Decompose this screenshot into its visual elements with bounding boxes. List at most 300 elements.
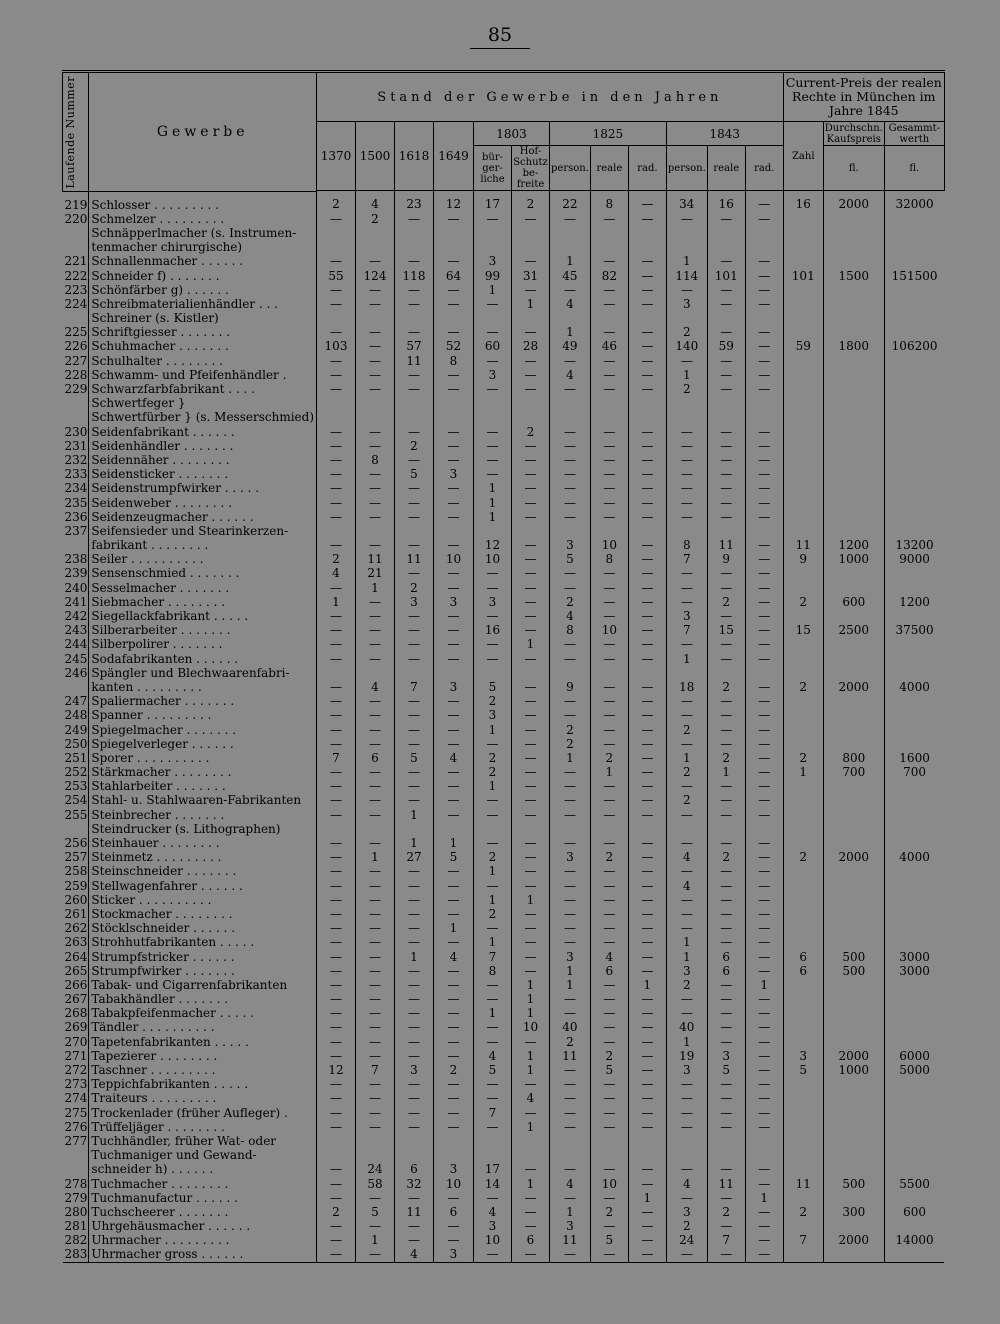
table-row bbox=[63, 212, 945, 226]
data-cell: — bbox=[395, 1049, 434, 1063]
data-cell: 5 bbox=[395, 467, 434, 481]
data-cell bbox=[823, 382, 884, 396]
data-cell: — bbox=[628, 510, 666, 524]
data-cell: — bbox=[666, 808, 707, 822]
data-cell bbox=[745, 240, 783, 254]
data-cell: 1 bbox=[356, 850, 395, 864]
data-cell: 59 bbox=[707, 339, 745, 353]
data-cell: — bbox=[356, 1006, 395, 1020]
data-cell: — bbox=[590, 495, 628, 509]
data-cell: — bbox=[512, 964, 550, 978]
data-cell bbox=[884, 1035, 944, 1049]
data-cell: 2 bbox=[707, 595, 745, 609]
table-row bbox=[63, 538, 945, 552]
data-cell bbox=[317, 822, 356, 836]
data-cell bbox=[884, 907, 944, 921]
data-cell bbox=[317, 410, 356, 424]
data-cell: 6 bbox=[590, 964, 628, 978]
data-cell: 3 bbox=[474, 254, 512, 268]
data-cell: 3 bbox=[434, 467, 474, 481]
data-cell: — bbox=[590, 566, 628, 580]
data-cell: 7 bbox=[474, 1106, 512, 1120]
table-row bbox=[63, 268, 945, 282]
trade-name: Tabakpfeifenmacher . . . . . bbox=[89, 1006, 317, 1020]
data-cell: — bbox=[434, 1120, 474, 1134]
data-cell: — bbox=[628, 1176, 666, 1190]
row-number: 223 bbox=[64, 282, 88, 297]
data-cell: — bbox=[395, 453, 434, 467]
data-cell: — bbox=[628, 864, 666, 878]
data-cell: 4 bbox=[434, 751, 474, 765]
data-cell: — bbox=[707, 581, 745, 595]
data-cell: 1 bbox=[550, 964, 591, 978]
row-number: 226 bbox=[64, 339, 88, 354]
data-cell: — bbox=[512, 368, 550, 382]
data-cell: — bbox=[666, 779, 707, 793]
data-cell: — bbox=[745, 737, 783, 751]
data-cell: 11 bbox=[395, 552, 434, 566]
data-cell: — bbox=[745, 495, 783, 509]
data-cell: — bbox=[512, 439, 550, 453]
data-cell bbox=[628, 666, 666, 680]
data-cell: 1600 bbox=[884, 751, 944, 765]
data-cell: — bbox=[395, 1191, 434, 1205]
data-cell bbox=[823, 1247, 884, 1262]
data-cell: — bbox=[474, 566, 512, 580]
data-cell bbox=[474, 666, 512, 680]
data-cell: 2 bbox=[666, 978, 707, 992]
data-cell bbox=[317, 226, 356, 240]
data-cell bbox=[434, 240, 474, 254]
data-cell bbox=[434, 396, 474, 410]
data-cell bbox=[356, 311, 395, 325]
data-cell: 1 bbox=[474, 1006, 512, 1020]
data-cell: — bbox=[707, 637, 745, 651]
data-cell: — bbox=[666, 212, 707, 226]
data-cell: 17 bbox=[474, 1162, 512, 1176]
trade-name: Spaliermacher . . . . . . . bbox=[89, 694, 317, 708]
data-cell: — bbox=[395, 921, 434, 935]
data-cell: 52 bbox=[434, 339, 474, 353]
data-cell: — bbox=[628, 1049, 666, 1063]
data-cell: 2 bbox=[395, 439, 434, 453]
data-cell: 13200 bbox=[884, 538, 944, 552]
data-cell: — bbox=[317, 921, 356, 935]
data-cell: — bbox=[707, 935, 745, 949]
table-row bbox=[63, 1077, 945, 1091]
data-cell: 6 bbox=[356, 751, 395, 765]
table-row bbox=[63, 240, 945, 254]
trade-name: schneider h) . . . . . . bbox=[89, 1162, 317, 1176]
data-cell: — bbox=[666, 510, 707, 524]
data-cell bbox=[884, 893, 944, 907]
data-cell: — bbox=[356, 254, 395, 268]
data-cell: — bbox=[745, 1006, 783, 1020]
data-cell bbox=[823, 410, 884, 424]
data-cell bbox=[823, 609, 884, 623]
data-cell: 5 bbox=[590, 1233, 628, 1247]
data-cell: 2 bbox=[512, 425, 550, 439]
data-cell: — bbox=[512, 907, 550, 921]
data-cell: — bbox=[474, 1247, 512, 1262]
data-cell: — bbox=[628, 354, 666, 368]
data-cell: 2000 bbox=[823, 191, 884, 212]
data-cell: 1 bbox=[666, 1035, 707, 1049]
data-cell: 2000 bbox=[823, 1233, 884, 1247]
data-cell bbox=[823, 666, 884, 680]
data-cell bbox=[666, 666, 707, 680]
header-year-1825: 1825 bbox=[550, 122, 667, 146]
data-cell: 3000 bbox=[884, 964, 944, 978]
data-cell: — bbox=[745, 1205, 783, 1219]
data-cell bbox=[356, 396, 395, 410]
data-cell: — bbox=[550, 836, 591, 850]
data-cell bbox=[823, 354, 884, 368]
row-number: 233 bbox=[64, 467, 88, 482]
data-cell: 10 bbox=[474, 1233, 512, 1247]
data-cell bbox=[823, 836, 884, 850]
data-cell bbox=[884, 1020, 944, 1034]
data-cell: — bbox=[512, 552, 550, 566]
data-cell: — bbox=[434, 964, 474, 978]
header-year-1649: 1649 bbox=[434, 122, 474, 191]
data-cell: 1 bbox=[745, 1191, 783, 1205]
row-number: 250 bbox=[64, 736, 88, 751]
row-number: 231 bbox=[64, 438, 88, 453]
data-cell: 16 bbox=[474, 623, 512, 637]
data-cell: — bbox=[745, 722, 783, 736]
data-cell: 1 bbox=[512, 1176, 550, 1190]
data-cell: — bbox=[707, 1077, 745, 1091]
data-cell: — bbox=[474, 581, 512, 595]
data-cell: — bbox=[590, 1006, 628, 1020]
table-row bbox=[63, 935, 945, 949]
data-cell bbox=[356, 1148, 395, 1162]
data-cell bbox=[745, 396, 783, 410]
data-cell: — bbox=[434, 453, 474, 467]
data-cell bbox=[745, 311, 783, 325]
data-cell: — bbox=[590, 1120, 628, 1134]
trade-name: Sporer . . . . . . . . . . bbox=[89, 751, 317, 765]
data-cell: 1 bbox=[666, 949, 707, 963]
data-cell bbox=[434, 822, 474, 836]
header-1825-reale: reale bbox=[590, 146, 628, 191]
data-cell bbox=[884, 481, 944, 495]
data-cell: 10 bbox=[434, 1176, 474, 1190]
data-cell bbox=[783, 410, 823, 424]
trade-statistics-table bbox=[62, 70, 945, 1263]
table-row bbox=[63, 1049, 945, 1063]
data-cell: — bbox=[628, 722, 666, 736]
data-cell: — bbox=[590, 325, 628, 339]
data-cell: 2000 bbox=[823, 680, 884, 694]
data-cell bbox=[783, 453, 823, 467]
data-cell: — bbox=[512, 935, 550, 949]
data-cell: — bbox=[356, 964, 395, 978]
data-cell: — bbox=[666, 1247, 707, 1262]
table-row bbox=[63, 907, 945, 921]
data-cell bbox=[707, 396, 745, 410]
data-cell: — bbox=[745, 510, 783, 524]
data-cell: 15 bbox=[783, 623, 823, 637]
data-cell: — bbox=[628, 212, 666, 226]
data-cell: — bbox=[590, 481, 628, 495]
data-cell: — bbox=[590, 1219, 628, 1233]
data-cell bbox=[550, 410, 591, 424]
data-cell: — bbox=[745, 481, 783, 495]
data-cell: — bbox=[356, 495, 395, 509]
data-cell: — bbox=[434, 1091, 474, 1105]
data-cell bbox=[884, 666, 944, 680]
data-cell bbox=[823, 566, 884, 580]
data-cell: — bbox=[512, 609, 550, 623]
data-cell bbox=[783, 297, 823, 311]
data-cell bbox=[550, 1134, 591, 1148]
data-cell bbox=[884, 935, 944, 949]
data-cell: — bbox=[666, 1120, 707, 1134]
row-number: 256 bbox=[64, 836, 88, 851]
data-cell: — bbox=[434, 779, 474, 793]
data-cell: — bbox=[474, 425, 512, 439]
data-cell: — bbox=[666, 581, 707, 595]
data-cell bbox=[884, 396, 944, 410]
data-cell: — bbox=[512, 1106, 550, 1120]
data-cell bbox=[783, 652, 823, 666]
data-cell: — bbox=[474, 1077, 512, 1091]
trade-name: Silberarbeiter . . . . . . . bbox=[89, 623, 317, 637]
data-cell: — bbox=[745, 254, 783, 268]
data-cell: — bbox=[317, 439, 356, 453]
data-cell: — bbox=[590, 808, 628, 822]
data-cell: — bbox=[707, 1162, 745, 1176]
data-cell: 1 bbox=[395, 808, 434, 822]
data-cell: — bbox=[317, 467, 356, 481]
data-cell: 3 bbox=[666, 1205, 707, 1219]
data-cell: 2 bbox=[783, 680, 823, 694]
data-cell bbox=[823, 325, 884, 339]
trade-name: Stahl- u. Stahlwaaren-Fabrikanten bbox=[89, 793, 317, 807]
trade-name: Schnallenmacher . . . . . . bbox=[89, 254, 317, 268]
data-cell: 9 bbox=[783, 552, 823, 566]
data-cell bbox=[474, 240, 512, 254]
data-cell bbox=[707, 1134, 745, 1148]
data-cell: 101 bbox=[707, 268, 745, 282]
trade-name: Sesselmacher . . . . . . . bbox=[89, 581, 317, 595]
data-cell: — bbox=[707, 808, 745, 822]
data-cell: — bbox=[745, 779, 783, 793]
data-cell: 8 bbox=[590, 552, 628, 566]
table-row bbox=[63, 311, 945, 325]
data-cell: — bbox=[356, 439, 395, 453]
data-cell: — bbox=[628, 254, 666, 268]
data-cell: 2 bbox=[317, 1205, 356, 1219]
data-cell: 1 bbox=[550, 978, 591, 992]
data-cell bbox=[590, 240, 628, 254]
table-row bbox=[63, 524, 945, 538]
data-cell: — bbox=[745, 382, 783, 396]
data-cell: — bbox=[434, 637, 474, 651]
data-cell bbox=[783, 907, 823, 921]
data-cell bbox=[474, 822, 512, 836]
data-cell: — bbox=[317, 538, 356, 552]
table-row bbox=[63, 992, 945, 1006]
data-cell: — bbox=[745, 191, 783, 212]
data-cell: — bbox=[356, 836, 395, 850]
data-cell: — bbox=[628, 708, 666, 722]
data-cell: — bbox=[590, 1020, 628, 1034]
data-cell: 700 bbox=[823, 765, 884, 779]
data-cell: 4 bbox=[590, 949, 628, 963]
data-cell: — bbox=[434, 382, 474, 396]
data-cell: 500 bbox=[823, 949, 884, 963]
row-number: 219 bbox=[64, 197, 88, 212]
data-cell: — bbox=[628, 566, 666, 580]
data-cell bbox=[783, 382, 823, 396]
data-cell: — bbox=[590, 978, 628, 992]
trade-name: Teppichfabrikanten . . . . . bbox=[89, 1077, 317, 1091]
data-cell: 5 bbox=[395, 751, 434, 765]
data-cell: 3000 bbox=[884, 949, 944, 963]
data-cell bbox=[395, 666, 434, 680]
data-cell bbox=[783, 978, 823, 992]
data-cell bbox=[434, 311, 474, 325]
data-cell: — bbox=[434, 212, 474, 226]
data-cell: 22 bbox=[550, 191, 591, 212]
data-cell bbox=[823, 722, 884, 736]
table-row bbox=[63, 283, 945, 297]
data-cell: — bbox=[317, 1106, 356, 1120]
data-cell: — bbox=[434, 1106, 474, 1120]
data-cell bbox=[356, 524, 395, 538]
data-cell: — bbox=[395, 1035, 434, 1049]
data-cell: — bbox=[474, 382, 512, 396]
data-cell: 1 bbox=[434, 921, 474, 935]
data-cell: — bbox=[628, 850, 666, 864]
data-cell: 2 bbox=[474, 751, 512, 765]
row-number: 236 bbox=[64, 509, 88, 524]
data-cell: — bbox=[666, 453, 707, 467]
data-cell: — bbox=[666, 439, 707, 453]
table-row bbox=[63, 978, 945, 992]
data-cell: — bbox=[628, 595, 666, 609]
data-cell: — bbox=[707, 1120, 745, 1134]
trade-name: Schwertfeger } bbox=[89, 396, 317, 410]
row-number: 278 bbox=[64, 1176, 88, 1191]
data-cell bbox=[823, 708, 884, 722]
data-cell bbox=[884, 382, 944, 396]
data-cell: 59 bbox=[783, 339, 823, 353]
data-cell: — bbox=[590, 637, 628, 651]
data-cell: — bbox=[356, 637, 395, 651]
row-number: 257 bbox=[64, 850, 88, 865]
data-cell bbox=[550, 240, 591, 254]
data-cell: 3 bbox=[783, 1049, 823, 1063]
data-cell bbox=[783, 354, 823, 368]
data-cell: 17 bbox=[474, 191, 512, 212]
data-cell: — bbox=[317, 893, 356, 907]
row-number: 230 bbox=[64, 424, 88, 439]
data-cell: — bbox=[628, 495, 666, 509]
data-cell: — bbox=[434, 623, 474, 637]
data-cell: — bbox=[317, 808, 356, 822]
data-cell bbox=[884, 1148, 944, 1162]
data-cell: — bbox=[434, 793, 474, 807]
table-row bbox=[63, 552, 945, 566]
data-cell: — bbox=[666, 921, 707, 935]
page-number: 85 bbox=[487, 24, 513, 46]
trade-name: Steinhauer . . . . . . . . bbox=[89, 836, 317, 850]
row-number: 260 bbox=[64, 892, 88, 907]
data-cell: 34 bbox=[666, 191, 707, 212]
data-cell: 2 bbox=[550, 737, 591, 751]
trade-name: Schönfärber g) . . . . . . bbox=[89, 283, 317, 297]
data-cell bbox=[884, 921, 944, 935]
data-cell: — bbox=[317, 354, 356, 368]
data-cell: — bbox=[434, 1077, 474, 1091]
data-cell: — bbox=[628, 1219, 666, 1233]
table-row bbox=[63, 808, 945, 822]
data-cell: 3 bbox=[434, 680, 474, 694]
data-cell: 57 bbox=[395, 339, 434, 353]
data-cell: — bbox=[590, 921, 628, 935]
data-cell bbox=[884, 652, 944, 666]
data-cell: 7 bbox=[317, 751, 356, 765]
data-cell: — bbox=[628, 879, 666, 893]
data-cell: — bbox=[707, 921, 745, 935]
data-cell: — bbox=[474, 1120, 512, 1134]
data-cell bbox=[783, 1191, 823, 1205]
data-cell: — bbox=[395, 779, 434, 793]
data-cell bbox=[884, 978, 944, 992]
data-cell bbox=[666, 1134, 707, 1148]
data-cell: 1 bbox=[512, 1063, 550, 1077]
data-cell: 1 bbox=[666, 254, 707, 268]
data-cell: 118 bbox=[395, 268, 434, 282]
data-cell: — bbox=[745, 1063, 783, 1077]
row-number: 237 bbox=[64, 523, 88, 538]
row-number: 242 bbox=[64, 609, 88, 624]
table-row bbox=[63, 510, 945, 524]
data-cell: — bbox=[512, 1247, 550, 1262]
data-cell: — bbox=[356, 978, 395, 992]
data-cell: — bbox=[395, 623, 434, 637]
data-cell bbox=[823, 396, 884, 410]
data-cell: — bbox=[590, 1035, 628, 1049]
data-cell bbox=[745, 822, 783, 836]
data-cell bbox=[884, 566, 944, 580]
data-cell: — bbox=[628, 1035, 666, 1049]
data-cell: — bbox=[590, 212, 628, 226]
data-cell: 8 bbox=[590, 191, 628, 212]
data-cell: — bbox=[666, 836, 707, 850]
trade-name: Sodafabrikanten . . . . . . bbox=[89, 652, 317, 666]
data-cell bbox=[783, 283, 823, 297]
table-row bbox=[63, 1120, 945, 1134]
data-cell bbox=[823, 808, 884, 822]
data-cell: 114 bbox=[666, 268, 707, 282]
data-cell: — bbox=[356, 907, 395, 921]
data-cell: — bbox=[745, 339, 783, 353]
data-cell bbox=[884, 226, 944, 240]
data-cell: 23 bbox=[395, 191, 434, 212]
data-cell: — bbox=[590, 935, 628, 949]
row-number bbox=[63, 410, 89, 424]
data-cell bbox=[317, 1148, 356, 1162]
data-cell: — bbox=[512, 495, 550, 509]
trade-name: Tabak- und Cigarrenfabrikanten bbox=[89, 978, 317, 992]
table-row bbox=[63, 1191, 945, 1205]
data-cell: — bbox=[590, 595, 628, 609]
